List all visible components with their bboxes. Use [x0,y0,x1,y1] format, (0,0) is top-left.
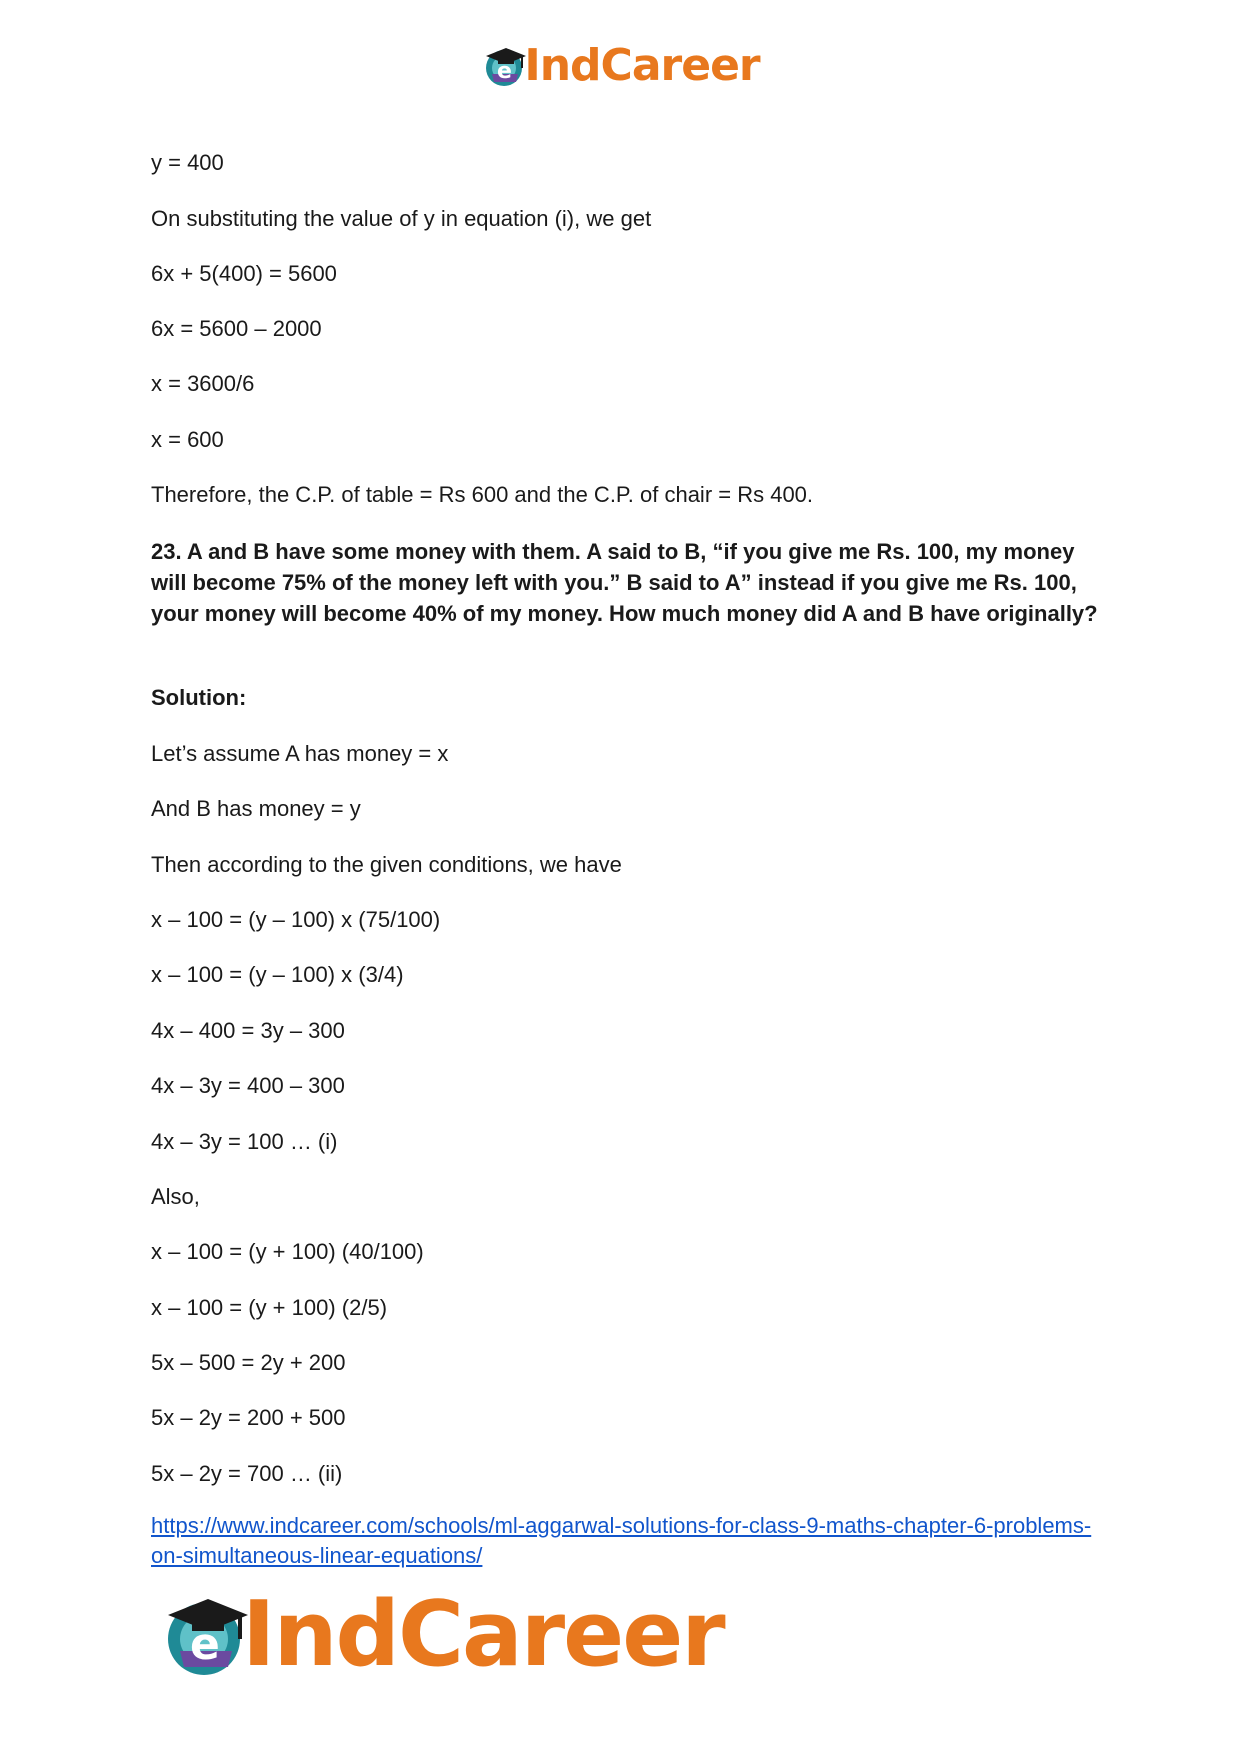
math-line: 6x = 5600 – 2000 [151,316,322,341]
svg-text:e: e [497,58,513,84]
solution-line: Also, [151,1184,200,1209]
solution-line: And B has money = y [151,796,361,821]
logo-text: IndCareer [242,1582,724,1687]
solution-line: x – 100 = (y + 100) (40/100) [151,1239,424,1264]
solution-line: 4x – 3y = 400 – 300 [151,1073,345,1098]
math-line: y = 400 [151,150,224,175]
footer-logo [160,1582,724,1687]
math-line: 6x + 5(400) = 5600 [151,261,337,286]
solution-heading: Solution: [151,685,247,710]
solution-line: x – 100 = (y – 100) x (3/4) [151,962,404,987]
solution-line: 5x – 2y = 700 … (ii) [151,1461,343,1486]
question-23: 23. A and B have some money with them. A said to B, “if you give me Rs. 100, my money will become 75% of the money left with you.” B said to A” instead if you give me Rs. 100, your money will become 40% of my money. How much money did A and B have originally? [151,539,1098,626]
graduation-cap-globe-icon [482,42,530,90]
solution-line: x – 100 = (y – 100) x (75/100) [151,907,441,932]
math-line: x = 3600/6 [151,371,255,396]
solution-line: 5x – 2y = 200 + 500 [151,1405,346,1430]
conclusion-line: Therefore, the C.P. of table = Rs 600 and the C.P. of chair = Rs 400. [151,482,814,507]
solution-line: 4x – 400 = 3y – 300 [151,1018,345,1043]
solution-line: 4x – 3y = 100 … (i) [151,1129,338,1154]
solution-line: 5x – 500 = 2y + 200 [151,1350,346,1375]
text-line: On substituting the value of y in equation (i), we get [151,206,652,231]
source-link[interactable]: https://www.indcareer.com/schools/ml-aggarwal-solutions-for-class-9-maths-chapter-6-problems-on-simultaneous-linear-equations/ [151,1513,1092,1568]
solution-line: Let’s assume A has money = x [151,741,449,766]
logo [160,1582,724,1687]
solution-line: x – 100 = (y + 100) (2/5) [151,1295,388,1320]
svg-text:e: e [190,1618,220,1670]
math-line: x = 600 [151,427,224,452]
logo [482,40,759,91]
solution-line: Then according to the given conditions, we have [151,852,622,877]
logo-text: IndCareer [524,40,760,91]
header-logo [0,40,1242,91]
